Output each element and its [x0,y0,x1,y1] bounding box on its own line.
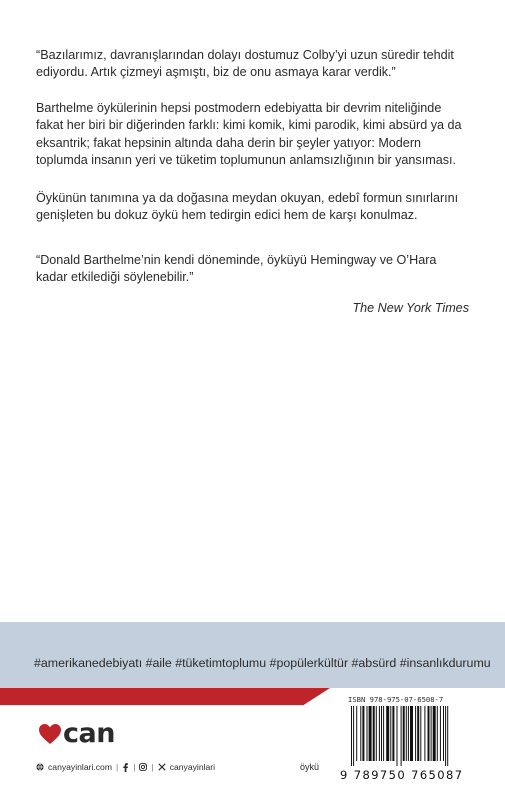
barcode-bar [443,706,444,761]
barcode-number: 9 789750 765087 [340,768,464,782]
barcode-bar [386,706,389,761]
barcode-bar [401,706,402,766]
barcode-bar [410,706,413,761]
barcode-bar [376,706,377,761]
barcode-bar [392,706,394,761]
barcode-bar [360,706,361,761]
barcode-bar [437,706,438,761]
barcode-bar [356,706,357,761]
barcode [349,706,479,768]
publisher-logo [38,720,115,748]
heart-icon [38,723,62,745]
barcode-bar [447,706,448,766]
instagram-icon[interactable] [139,763,147,771]
barcode-bar [351,706,352,766]
hashtag-line: #amerikanedebiyatı #aile #tüketimtoplumu #popülerkültür #absürd #insanlıkdurumu [34,656,491,670]
barcode-bar [428,706,430,761]
barcode-bar [383,706,384,761]
summary-paragraph: Öykünün tanımına ya da doğasına meydan okuyan, edebî formun sınırlarını genişleten bu dokuz öykü hem tedirgin edici hem de karşı konulmaz. [36,191,459,223]
barcode-bar [397,706,398,766]
hashtag-band [0,622,505,688]
website-link[interactable]: canyayinlari.com [48,762,112,772]
barcode-bar [408,706,409,761]
barcode-bar [433,706,436,761]
red-stripe [0,688,330,705]
publisher-links [36,762,215,772]
separator: | [151,762,154,772]
barcode-bar [362,706,364,761]
barcode-bar [406,706,407,761]
facebook-icon[interactable] [122,763,129,772]
barcode-bar [379,706,380,761]
barcode-bar [373,706,375,761]
barcode-bar [415,706,416,761]
barcode-bar [381,706,382,761]
barcode-bar [445,706,446,766]
barcode-bar [420,706,421,761]
description-paragraph: Barthelme öykülerinin hepsi postmodern edebiyatta bir devrim niteliğinde fakat her biri bir diğerinden farklı: kimi komik, kimi parodik, kimi absürd ya da eksantrik; fakat hepsinin altında daha derin bir şeyler yatıyor: Modern toplumda insanın yeri ve tüketim toplumunun anlamsızlığının bir yansıması. [36,101,462,168]
social-handle[interactable]: canyayinlari [169,762,216,772]
globe-icon [36,763,44,771]
barcode-bar [367,706,368,761]
barcode-bar [417,706,419,761]
opening-quote: “Bazılarımız, davranışlarından dolayı dostumuz Colby’yi uzun süredir tehdit ediyordu. Artık çizmeyi aşmıştı, biz de onu asmaya karar verdik.” [36,48,454,80]
separator: | [116,762,119,772]
barcode-bar [369,706,372,761]
genre-label: öykü [300,762,320,772]
x-icon[interactable] [158,763,166,771]
quote-source: The New York Times [352,301,469,315]
barcode-bar [390,706,391,761]
barcode-bar [353,706,354,766]
separator: | [133,762,136,772]
barcode-bar [440,706,441,761]
barcode-bar [424,706,425,761]
review-quote: “Donald Barthelme’nin kendi döneminde, öyküyü Hemingway ve O’Hara kadar etkilediği söylenebilir.” [36,253,437,285]
barcode-bar [431,706,432,761]
isbn-label: ISBN 978-975-07-6508-7 [348,695,444,704]
barcode-bar [403,706,405,761]
logo-text: can [63,718,115,749]
